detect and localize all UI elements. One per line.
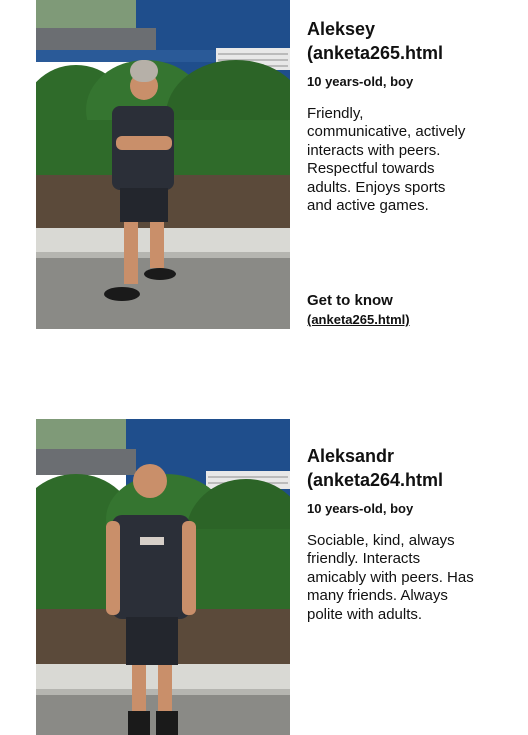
profile-name: Aleksandr — [307, 446, 395, 466]
get-to-know-link[interactable] — [307, 291, 410, 329]
profile-name: Aleksey — [307, 19, 376, 39]
profile-photo-aleksey[interactable] — [36, 0, 290, 329]
profile-ref: (anketa265.html — [307, 43, 444, 63]
photo-illustration — [36, 0, 290, 329]
profile-description: Sociable, kind, always friendly. Interacts amicably with peers. Has many friends. Always polite with adults. — [307, 532, 474, 623]
profile-description: Friendly, communicative, actively interacts with peers. Respectful towards adults. Enjoys sports and active games. — [307, 105, 466, 215]
profile-info-aleksey — [307, 17, 477, 337]
profile-photo-aleksandr[interactable] — [36, 419, 290, 735]
get-to-know-label[interactable]: Get to know — [307, 292, 393, 309]
profile-ref: (anketa264.html — [307, 470, 444, 490]
profile-info-aleksandr — [307, 444, 477, 659]
profile-link[interactable]: (anketa265.html) — [307, 312, 410, 327]
profile-age-gender: 10 years-old, boy — [307, 74, 414, 89]
photo-illustration — [36, 419, 290, 735]
profile-age-gender: 10 years-old, boy — [307, 501, 414, 516]
